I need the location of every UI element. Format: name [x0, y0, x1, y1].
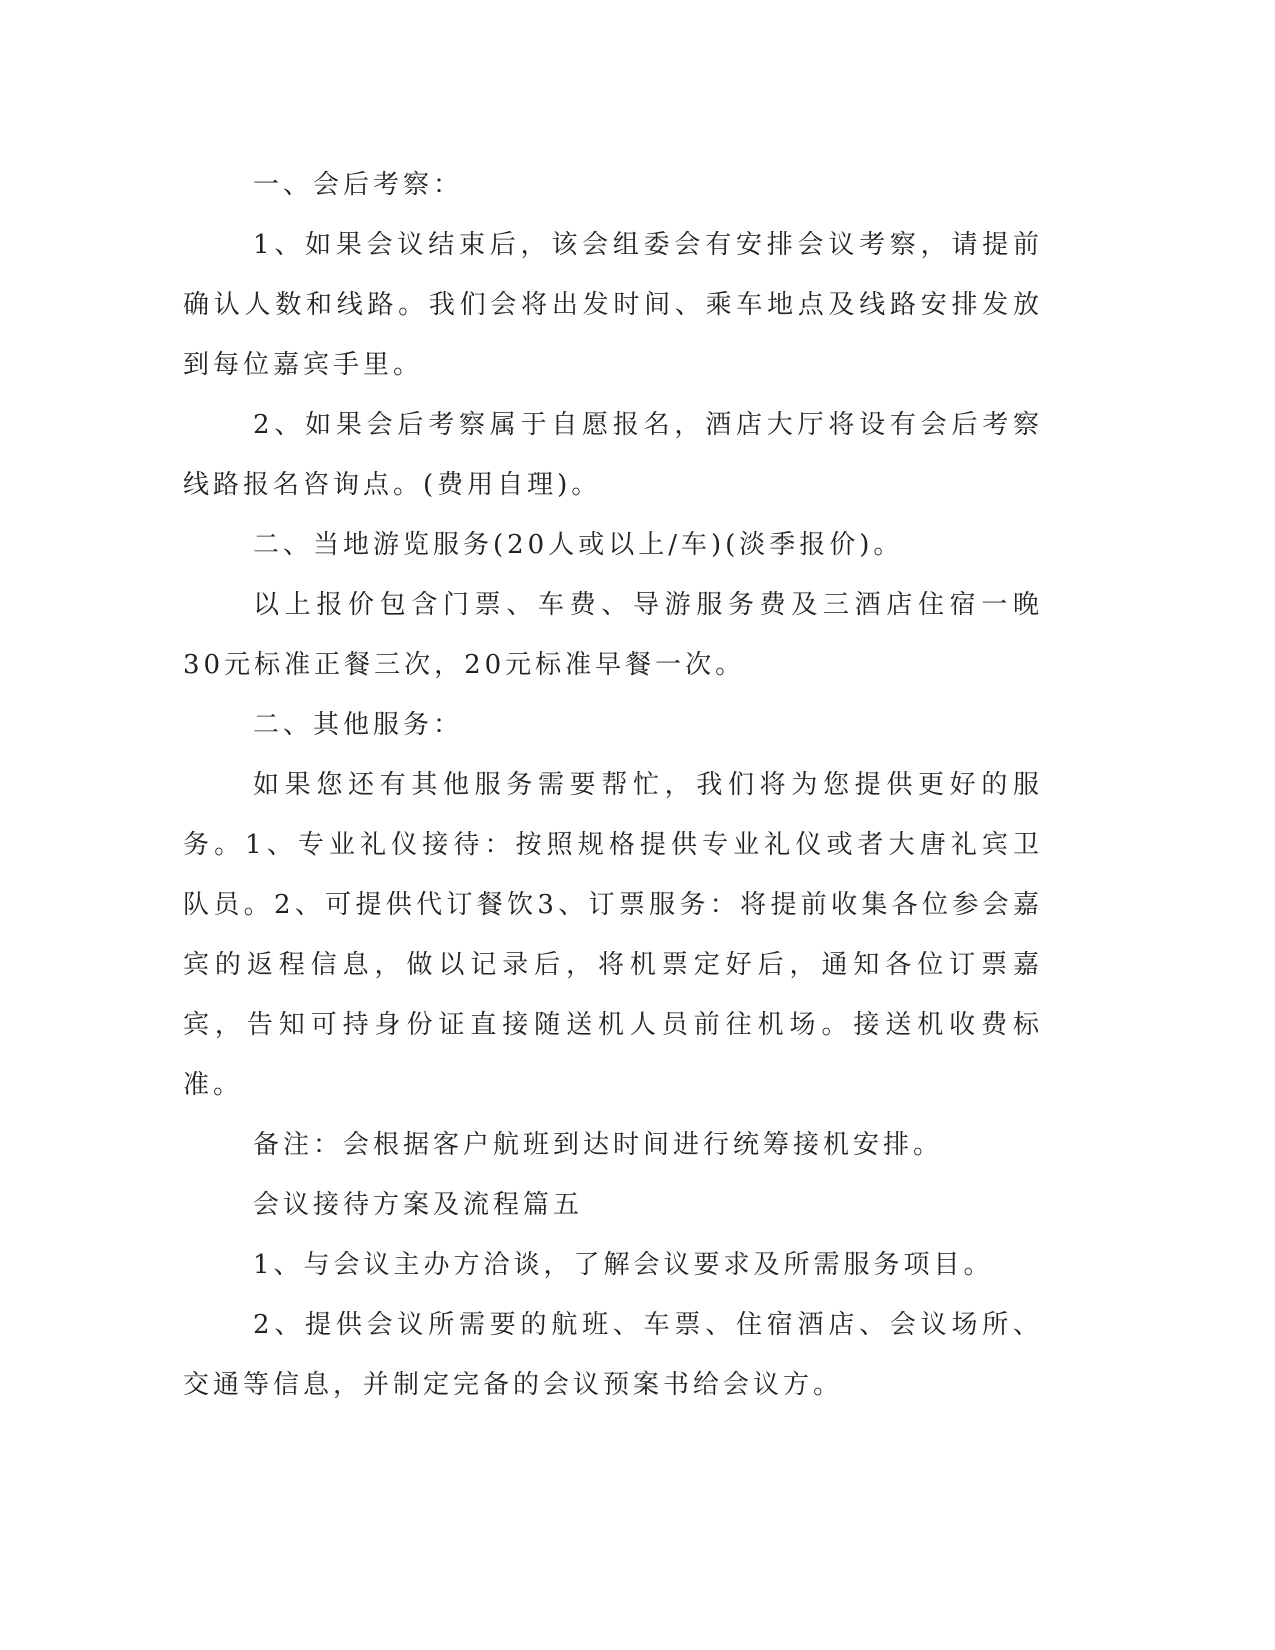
section-heading-other-services: 二、其他服务：: [253, 710, 464, 740]
section-heading-part-five: 会议接待方案及流程篇五: [253, 1190, 584, 1220]
paragraph-price-includes: 以上报价包含门票、车费、导游服务费及三酒店住宿一晚30元标准正餐三次，20元标准早餐一次。: [183, 590, 1043, 680]
paragraph-remark: 备注：会根据客户航班到达时间进行统筹接机安排。: [253, 1130, 944, 1160]
section-heading-local-tour: 二、当地游览服务(20人或以上/车)(淡季报价)。: [253, 530, 904, 560]
paragraph-inspection-item-1: 1、如果会议结束后，该会组委会有安排会议考察，请提前确认人数和线路。我们会将出发时间、乘车地点及线路安排发放到每位嘉宾手里。: [183, 230, 1043, 380]
paragraph-other-services: 如果您还有其他服务需要帮忙，我们将为您提供更好的服务。1、专业礼仪接待：按照规格提供专业礼仪或者大唐礼宾卫队员。2、可提供代订餐饮3、订票服务：将提前收集各位参会嘉宾的返程信息，做以记录后，将机票定好后，通知各位订票嘉宾，告知可持身份证直接随送机人员前往机场。接送机收费标准。: [183, 770, 1043, 1100]
paragraph-inspection-item-2: 2、如果会后考察属于自愿报名，酒店大厅将设有会后考察线路报名咨询点。(费用自理)。: [183, 410, 1043, 500]
paragraph-process-step-1: 1、与会议主办方洽谈，了解会议要求及所需服务项目。: [253, 1250, 994, 1280]
document-body: [183, 155, 1043, 1415]
paragraph-process-step-2: 2、提供会议所需要的航班、车票、住宿酒店、会议场所、交通等信息，并制定完备的会议预案书给会议方。: [183, 1310, 1043, 1400]
section-heading-post-meeting-inspection: 一、会后考察：: [253, 170, 464, 200]
